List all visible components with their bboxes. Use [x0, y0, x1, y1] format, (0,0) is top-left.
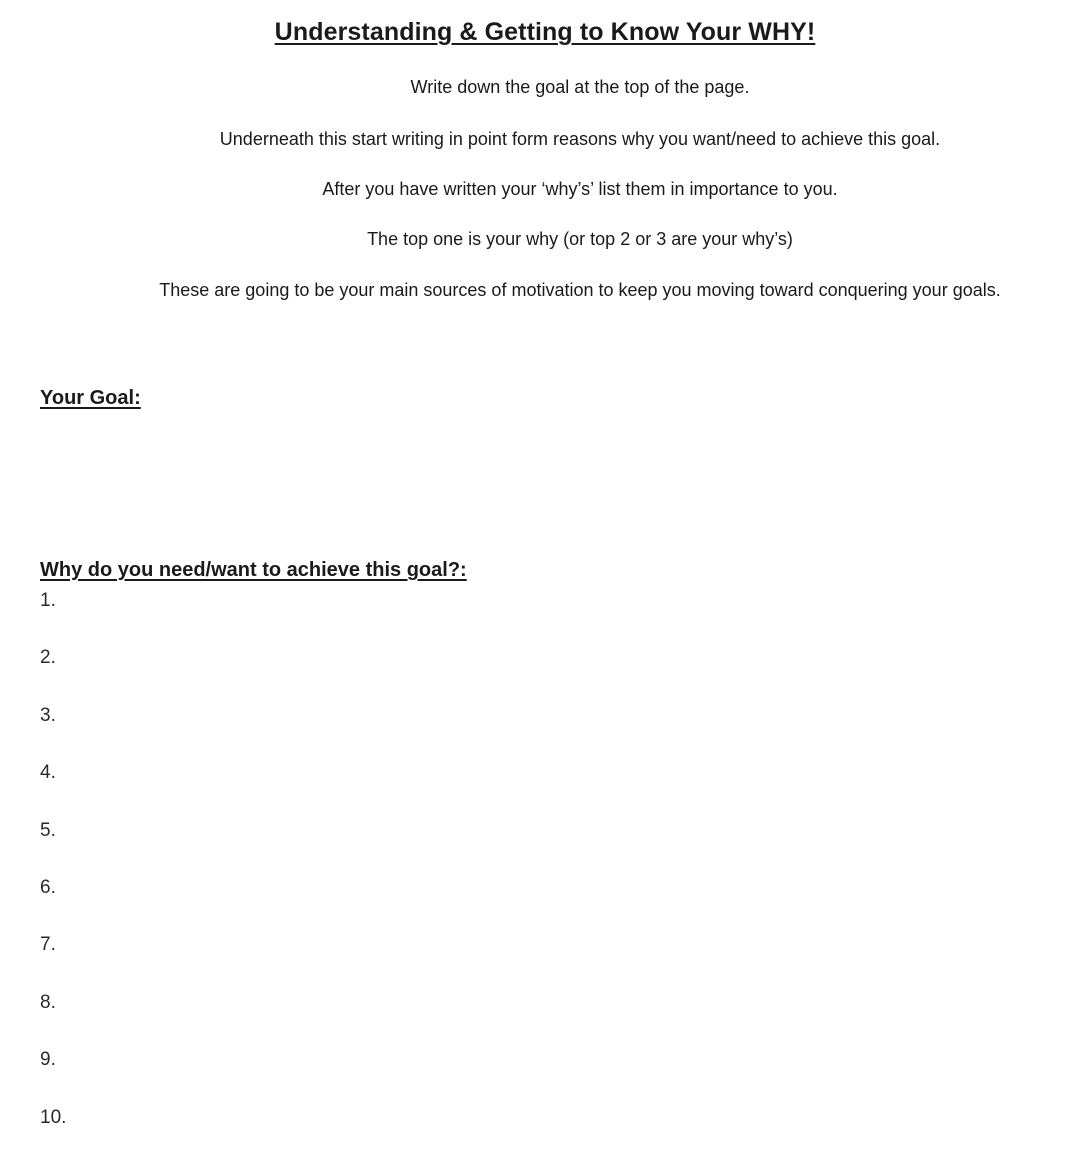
instruction-line-1: Write down the goal at the top of the page.: [410, 77, 750, 97]
instruction-line-5: These are going to be your main sources of motivation to keep you moving toward conquering your goals.: [159, 280, 1001, 300]
page-title: Understanding & Getting to Know Your WHY!: [274, 18, 816, 46]
instruction-line-3: After you have written your ‘why’s’ list them in importance to you.: [322, 179, 838, 199]
reason-number: 2.: [40, 647, 56, 669]
reason-number: 5.: [40, 819, 56, 841]
reason-number: 3.: [40, 704, 56, 726]
instruction-line-4: The top one is your why (or top 2 or 3 are your why’s): [367, 229, 793, 249]
reason-number: 4.: [40, 762, 56, 784]
reason-number: 10.: [40, 1106, 67, 1128]
goal-heading: Your Goal:: [40, 387, 141, 409]
reason-number: 9.: [40, 1049, 56, 1071]
reason-number: 6.: [40, 876, 56, 898]
reasons-list: [40, 590, 66, 1164]
why-heading: Why do you need/want to achieve this goal?:: [40, 559, 467, 581]
instruction-line-2: Underneath this start writing in point form reasons why you want/need to achieve this goal.: [219, 129, 941, 149]
reason-number: 1.: [40, 590, 56, 611]
reason-number: 8.: [40, 991, 56, 1013]
reason-number: 7.: [40, 934, 56, 956]
